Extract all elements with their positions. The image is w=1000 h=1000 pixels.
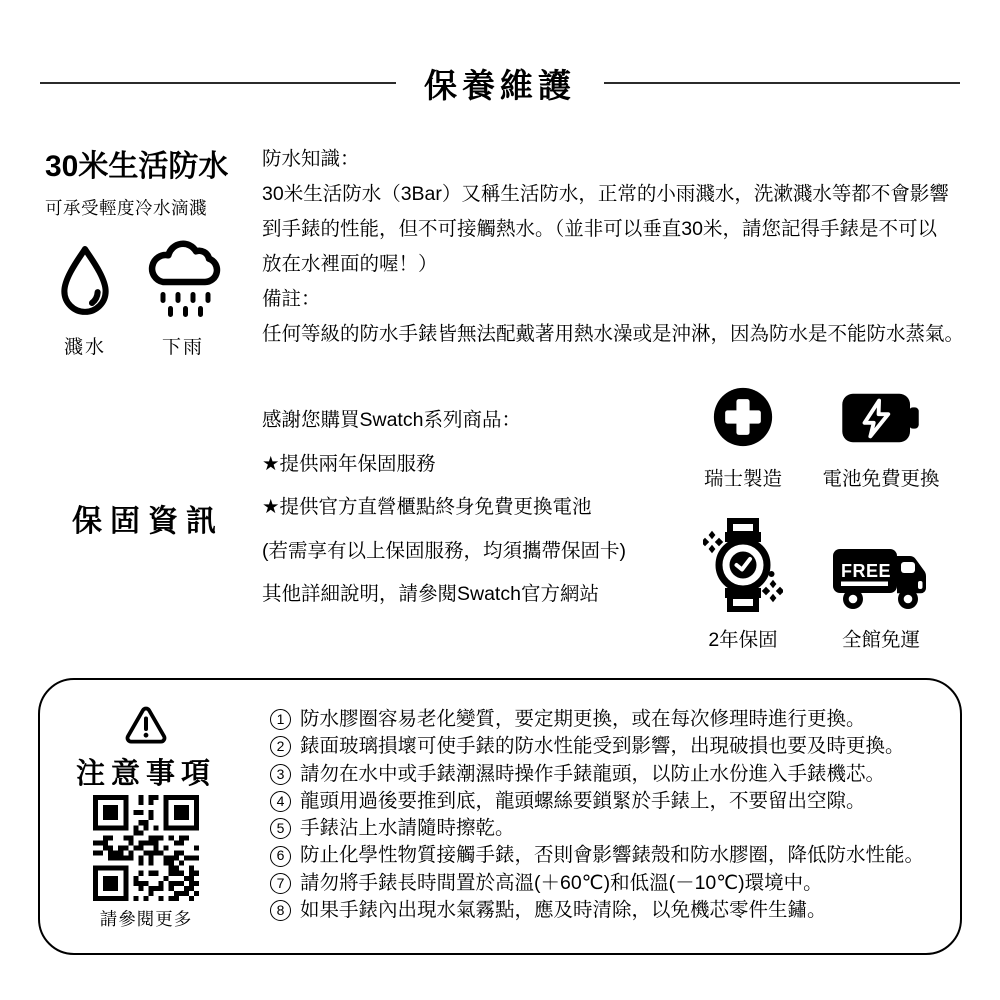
notice-item-number: 3 [270,764,291,785]
badge-label: 瑞士製造 [703,468,782,490]
header-rule-left [40,82,396,84]
notice-item-text: 請勿將手錶長時間置於高溫(＋60℃)和低溫(－10℃)環境中。 [300,871,823,894]
notice-item-text: 請勿在水中或手錶潮濕時操作手錶龍頭，以防止水份進入手錶機芯。 [300,762,886,785]
notice-item-number: 4 [270,791,291,812]
notice-item [270,815,956,842]
notice-item-text: 龍頭用過後要推到底，龍頭螺絲要鎖緊於手錶上，不要留出空隙。 [300,789,866,812]
warranty-line: (若需享有以上保固服務，均須攜帶保固卡) [262,539,626,562]
badge-battery [798,386,964,491]
warranty-line: 其他詳細說明，請參閱Swatch官方網站 [262,583,599,606]
notice-item [270,788,956,815]
water-resistance-panel [45,141,260,359]
notice-item [270,706,956,733]
knowledge-line: 放在水裡面的喔！） [262,253,438,275]
warranty-line: ★提供兩年保固服務 [262,452,436,475]
notice-item-text: 如果手錶內出現水氣霧點，應及時清除，以免機芯零件生鏽。 [300,899,827,922]
notice-item [270,761,956,788]
notice-item-number: 8 [270,900,291,921]
note-line: 任何等級的防水手錶皆無法配戴著用熱水澡或是沖淋，因為防水是不能防水蒸氣。 [262,323,965,345]
warning-triangle-icon [123,704,169,746]
warranty-line: ★提供官方直營櫃點終身免費更換電池 [262,496,592,519]
notice-item-text: 防水膠圈容易老化變質，要定期更換，或在每次修理時進行更換。 [300,708,866,730]
notice-item-number: 2 [270,736,291,757]
notice-list [270,706,956,924]
notice-item-number: 5 [270,818,291,839]
notice-item-text: 手錶沾上水請隨時擦乾。 [300,817,515,840]
warranty-text [262,399,692,617]
knowledge-title: 防水知識： [262,148,360,170]
badge-label: 全館免運 [841,629,920,651]
notice-item [270,870,956,897]
header [40,60,960,106]
page-title: 保養維護 [424,66,576,104]
warranty-badges [688,386,964,652]
notice-item-text: 防止化學性物質接觸手錶，否則會影響錶殼和防水膠圈，降低防水性能。 [300,844,925,867]
rain-label: 下雨 [161,337,204,358]
notice-left-panel [48,704,244,931]
notice-item [270,842,956,869]
swiss-cross-icon [712,386,774,448]
watch-icon [703,517,783,613]
badge-swiss-made [688,386,798,491]
truck-free-text: FREE [841,561,892,581]
badge-warranty-2y [688,517,798,652]
notice-title: 注意事項 [75,758,216,790]
notice-item-number: 1 [270,709,291,730]
qr-caption: 請參閱更多 [99,909,193,929]
warranty-line: 感謝您購買Swatch系列商品： [262,409,521,431]
notice-item-number: 7 [270,873,291,894]
knowledge-line: 30米生活防水（3Bar）又稱生活防水，正常的小雨濺水，洗漱濺水等都不會影響 [262,183,949,205]
water-resistance-headline: 30米生活防水 [45,150,229,183]
badge-label: 電池免費更換 [822,468,940,490]
water-resistance-subtitle: 可承受輕度冷水滴濺 [45,198,207,218]
header-rule-right [604,82,960,84]
note-title: 備註： [262,288,321,310]
notice-item [270,897,956,924]
rain-cloud-icon [139,240,227,318]
notice-item [270,733,956,760]
splash-label: 濺水 [63,337,106,358]
notice-box [38,678,962,955]
water-knowledge-text [262,142,984,352]
notice-item-text: 錶面玻璃損壞可使手錶的防水性能受到影響，出現破損也要及時更換。 [300,735,905,758]
knowledge-line: 到手錶的性能，但不可接觸熱水。（並非可以垂直30米，請您記得手錶是不可以 [262,218,937,240]
water-drop-icon [55,242,115,318]
qr-code [93,795,199,901]
notice-item-number: 6 [270,846,291,867]
truck-icon [833,547,929,613]
battery-icon [839,388,923,448]
badge-label: 2年保固 [708,629,778,651]
badge-free-shipping [798,517,964,652]
warranty-title: 保固資訊 [72,505,224,538]
